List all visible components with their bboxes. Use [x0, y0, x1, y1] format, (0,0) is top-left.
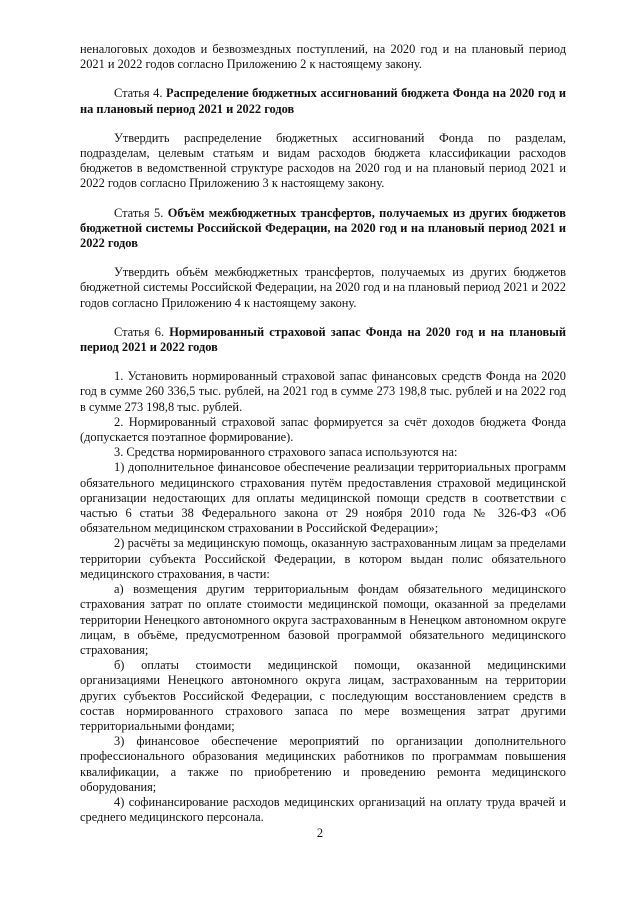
article-6-paragraph-2: 2. Нормированный страховой запас формируется за счёт доходов бюджета Фонда (допускается поэтапное формирование).	[80, 414, 566, 445]
article-6-paragraph-1: 1. Установить нормированный страховой запас финансовых средств Фонда на 2020 год в сумме 260 336,5 тыс. рублей, на 2021 год в сумме 273 198,8 тыс. рублей и на 2022 год в сумме 273 198,8 тыс. рублей.	[80, 369, 566, 414]
article-4-label: Статья 4.	[114, 86, 163, 101]
article-4-heading	[80, 86, 566, 116]
article-6-item-2a: а) возмещения другим территориальным фондам обязательного медицинского страхования затрат по оплате стоимости медицинской помощи, оказанной за пределами территории Ненецкого автономного округа застрахованным в Ненецком автономном округе лицам, в объёме, предусмотренном базовой программой обязательного медицинского страхования;	[80, 582, 566, 657]
article-6-item-3: 3) финансовое обеспечение мероприятий по организации дополнительного профессионального образования медицинских работников по программам повышения квалификации, а также по приобретению и проведению ремонта медицинского оборудования;	[80, 734, 566, 794]
article-5-title: Объём межбюджетных трансфертов, получаемых из других бюджетов бюджетной системы Российской Федерации, на 2020 год и на плановый период 2021 и 2022 годов	[80, 205, 566, 251]
document-page	[80, 42, 566, 825]
article-6-item-2b: б) оплаты стоимости медицинской помощи, оказанной медицинскими организациями Ненецкого автономного округа лицам, застрахованным на территории других субъектов Российской Федерации, с последующим восстановлением средств в состав нормированного страхового запаса по мере возмещения затрат другими территориальными фондами;	[80, 658, 566, 733]
article-6-item-1: 1) дополнительное финансовое обеспечение реализации территориальных программ обязательного медицинского страхования путём предоставления страховой медицинской организации недостающих для оплаты медицинской помощи средств в соответствии с частью 6 статьи 38 Федерального закона от 29 ноября 2010 года № 326-ФЗ «Об обязательном медицинском страховании в Российской Федерации»;	[80, 460, 566, 536]
article-6-item-2: 2) расчёты за медицинскую помощь, оказанную застрахованным лицам за пределами территории субъекта Российской Федерации, в котором выдан полис обязательного медицинского страхования, в части:	[80, 536, 566, 581]
article-6-label: Статья 6.	[114, 324, 165, 339]
article-6-title: Нормированный страховой запас Фонда на 2020 год и на плановый период 2021 и 2022 годов	[80, 324, 566, 355]
article-6-item-4: 4) софинансирование расходов медицинских организаций на оплату труда врачей и среднего медицинского персонала.	[80, 794, 566, 825]
article-4-title: Распределение бюджетных ассигнований бюджета Фонда на 2020 год и на плановый период 2021 и 2022 годов	[80, 86, 566, 116]
article-5-label: Статья 5.	[114, 205, 164, 220]
intro-paragraph: неналоговых доходов и безвозмездных поступлений, на 2020 год и на плановый период 2021 и 2022 годов согласно Приложению 2 к настоящему закону.	[80, 42, 566, 72]
article-6-paragraph-3: 3. Средства нормированного страхового запаса используются на:	[114, 445, 458, 460]
article-4-body: Утвердить распределение бюджетных ассигнований Фонда по разделам, подразделам, целевым статьям и видам расходов бюджета классификации расходов бюджетов в ведомственной структуре расходов на 2020 год и на плановый период 2021 и 2022 годов согласно Приложению 3 к настоящему закону.	[80, 130, 566, 191]
page-number: 2	[316, 826, 324, 840]
article-6-heading	[80, 325, 566, 355]
article-5-body: Утвердить объём межбюджетных трансфертов, получаемых из других бюджетов бюджетной системы Российской Федерации, на 2020 год и на плановый период 2021 и 2022 годов согласно Приложению 4 к настоящему закону.	[80, 265, 566, 310]
article-5-heading	[80, 206, 566, 252]
